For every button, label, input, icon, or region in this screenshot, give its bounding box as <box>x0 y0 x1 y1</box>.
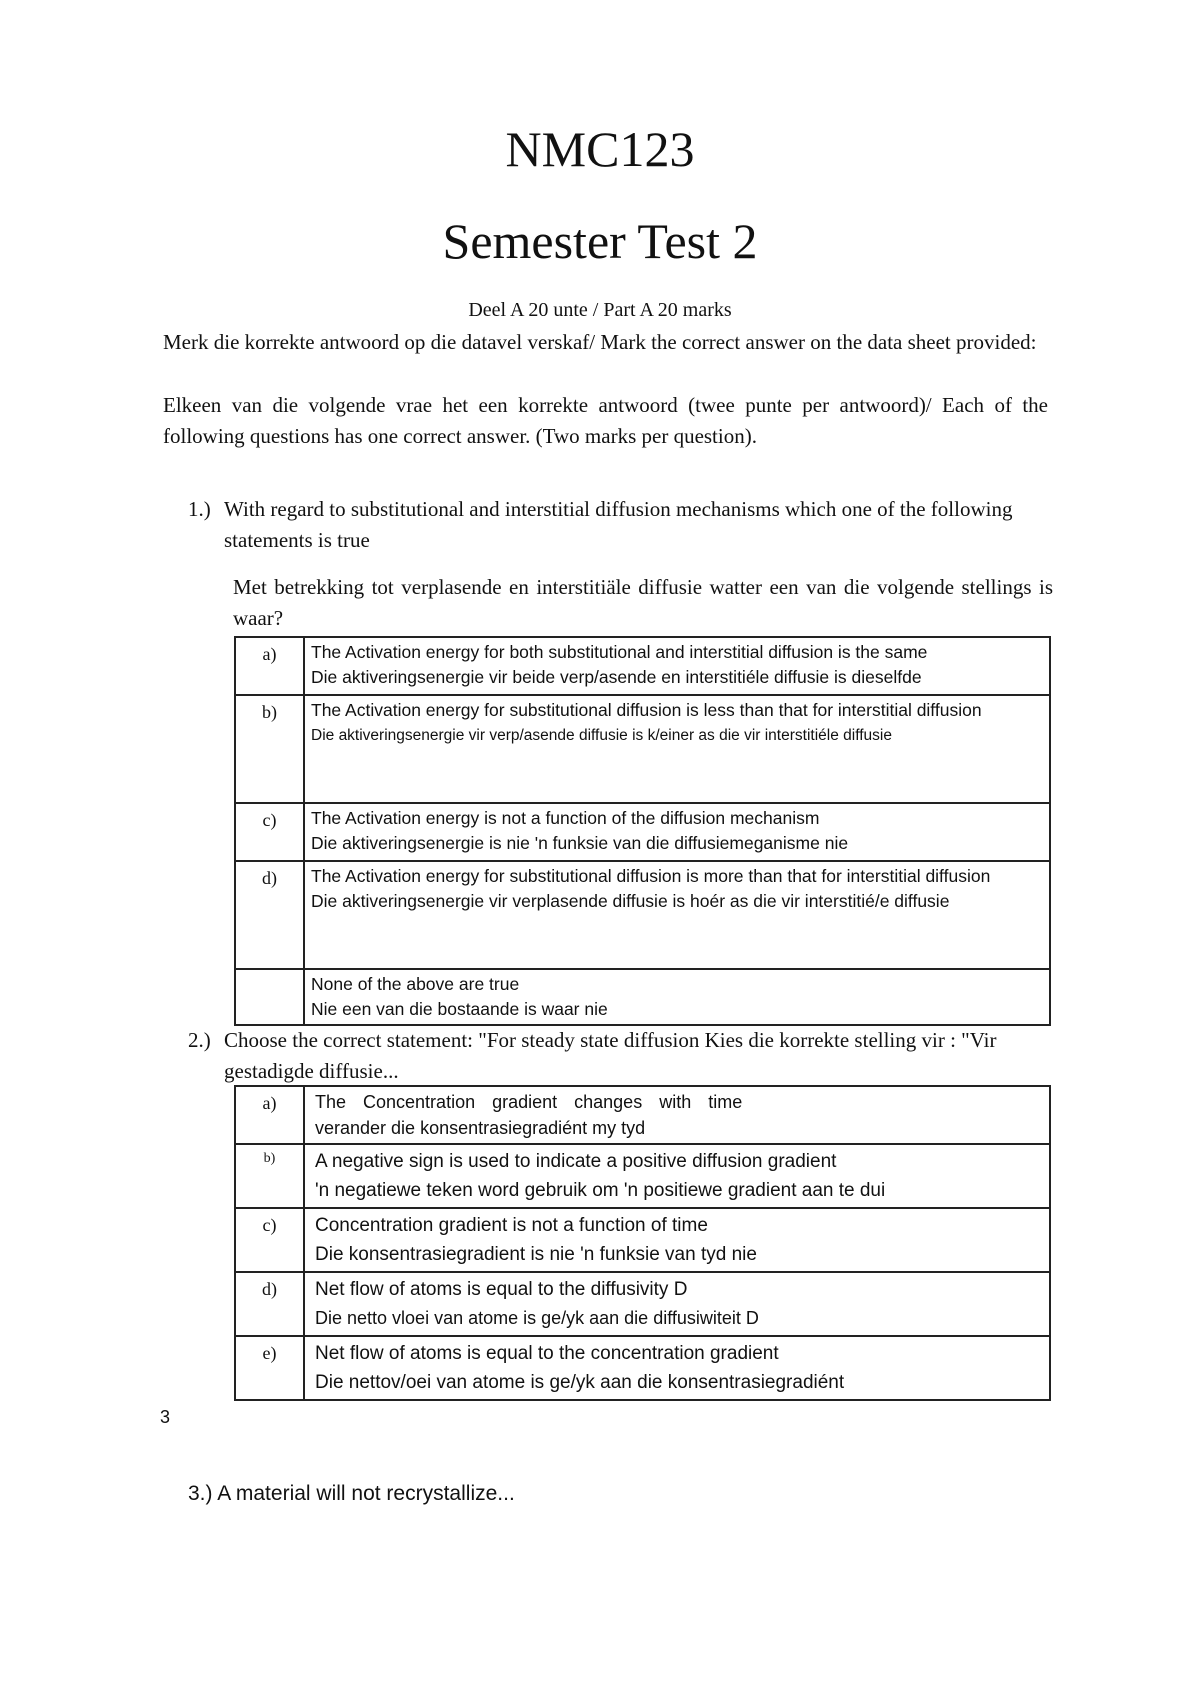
option-text <box>304 1336 1050 1400</box>
option-text-en: A negative sign is used to indicate a positive diffusion gradient <box>315 1151 837 1172</box>
option-text <box>304 637 1050 695</box>
instruction-one-correct: Elkeen van die volgende vrae het een korrekte antwoord (twee punte per antwoord)/ Each of the following questions has one correct answer. (Two marks per question). <box>163 393 1048 448</box>
question-3 <box>188 1482 515 1506</box>
option-text-af: Die konsentrasiegradient is nie 'n funksie van tyd nie <box>315 1244 757 1265</box>
option-text-af: Die aktiveringsenergie vir verp/asende diffusie is k/einer as die vir interstitiéle diffusie <box>311 727 892 744</box>
option-label: d) <box>235 1272 304 1336</box>
option-row[interactable] <box>235 1336 1050 1400</box>
question-1-options-table <box>234 636 1051 1026</box>
question-number: 1.) <box>188 497 211 521</box>
option-text <box>304 1272 1050 1336</box>
option-text <box>304 1208 1050 1272</box>
page-number: 3 <box>160 1407 171 1427</box>
option-text-af: 'n negatiewe teken word gebruik om 'n positiewe gradient aan te dui <box>315 1180 886 1201</box>
option-text-en: Net flow of atoms is equal to the diffusivity D <box>315 1279 688 1300</box>
question-2-options-table <box>234 1085 1051 1401</box>
option-label: e) <box>235 1336 304 1400</box>
option-row[interactable] <box>235 637 1050 695</box>
option-row[interactable] <box>235 1144 1050 1208</box>
option-row[interactable] <box>235 861 1050 969</box>
part-heading: Deel A 20 unte / Part A 20 marks <box>468 299 732 321</box>
option-text-en: The Activation energy for substitutional diffusion is less than that for interstitial diffusion <box>311 700 982 720</box>
option-text <box>304 1086 1050 1144</box>
option-text-en: The Concentration gradient changes with time <box>315 1092 743 1112</box>
test-title: Semester Test 2 <box>442 213 758 269</box>
option-text-af: Die aktiveringsenergie is nie 'n funksie van die diffusiemeganisme nie <box>311 833 849 853</box>
instruction-mark-answer: Merk die korrekte antwoord op die datavel verskaf/ Mark the correct answer on the data sheet provided: <box>163 330 1037 354</box>
option-text-af: Die aktiveringsenergie vir verplasende diffusie is hoér as die vir interstitié/e diffusie <box>311 891 950 911</box>
option-label <box>235 969 304 1025</box>
option-text-af: verander die konsentrasiegradiént my tyd <box>315 1118 646 1138</box>
option-label: a) <box>235 637 304 695</box>
option-text-en: The Activation energy for substitutional diffusion is more than that for interstitial diffusion <box>311 866 991 886</box>
question-1-text-af: Met betrekking tot verplasende en interstitiäle diffusie watter een van die volgende stellings is waar? <box>233 575 1053 630</box>
option-text-af: Nie een van die bostaande is waar nie <box>311 999 608 1019</box>
option-text-af: Die netto vloei van atome is ge/yk aan die diffusiwiteit D <box>315 1308 759 1328</box>
question-text-en: With regard to substitutional and interstitial diffusion mechanisms which one of the following statements is true <box>224 497 1013 552</box>
question-number: 2.) <box>188 1028 211 1052</box>
option-label: b) <box>235 695 304 803</box>
option-text <box>304 969 1050 1025</box>
option-row[interactable] <box>235 969 1050 1025</box>
option-label: c) <box>235 1208 304 1272</box>
option-row[interactable] <box>235 1208 1050 1272</box>
option-text-en: The Activation energy for both substitutional and interstitial diffusion is the same <box>311 642 928 662</box>
option-text <box>304 803 1050 861</box>
option-label: a) <box>235 1086 304 1144</box>
option-text-en: The Activation energy is not a function of the diffusion mechanism <box>311 808 820 828</box>
option-label: b) <box>235 1144 304 1208</box>
option-row[interactable] <box>235 1086 1050 1144</box>
question-text: A material will not recrystallize... <box>217 1482 515 1505</box>
option-text-af: Die aktiveringsenergie vir beide verp/asende en interstitiéle diffusie is dieselfde <box>311 667 922 687</box>
option-text-en: Net flow of atoms is equal to the concentration gradient <box>315 1343 779 1364</box>
option-text-en: None of the above are true <box>311 974 520 994</box>
option-text-af: Die nettov/oei van atome is ge/yk aan die konsentrasiegradiént <box>315 1372 845 1393</box>
option-row[interactable] <box>235 695 1050 803</box>
question-number: 3.) <box>188 1482 213 1505</box>
question-text: Choose the correct statement: "For steady state diffusion Kies die korrekte stelling vir : "Vir gestadigde diffusie... <box>224 1028 997 1083</box>
option-text-en: Concentration gradient is not a function of time <box>315 1215 708 1236</box>
option-text <box>304 861 1050 969</box>
option-row[interactable] <box>235 803 1050 861</box>
course-code: NMC123 <box>505 121 695 177</box>
option-text <box>304 1144 1050 1208</box>
option-label: c) <box>235 803 304 861</box>
option-text <box>304 695 1050 803</box>
option-label: d) <box>235 861 304 969</box>
option-row[interactable] <box>235 1272 1050 1336</box>
